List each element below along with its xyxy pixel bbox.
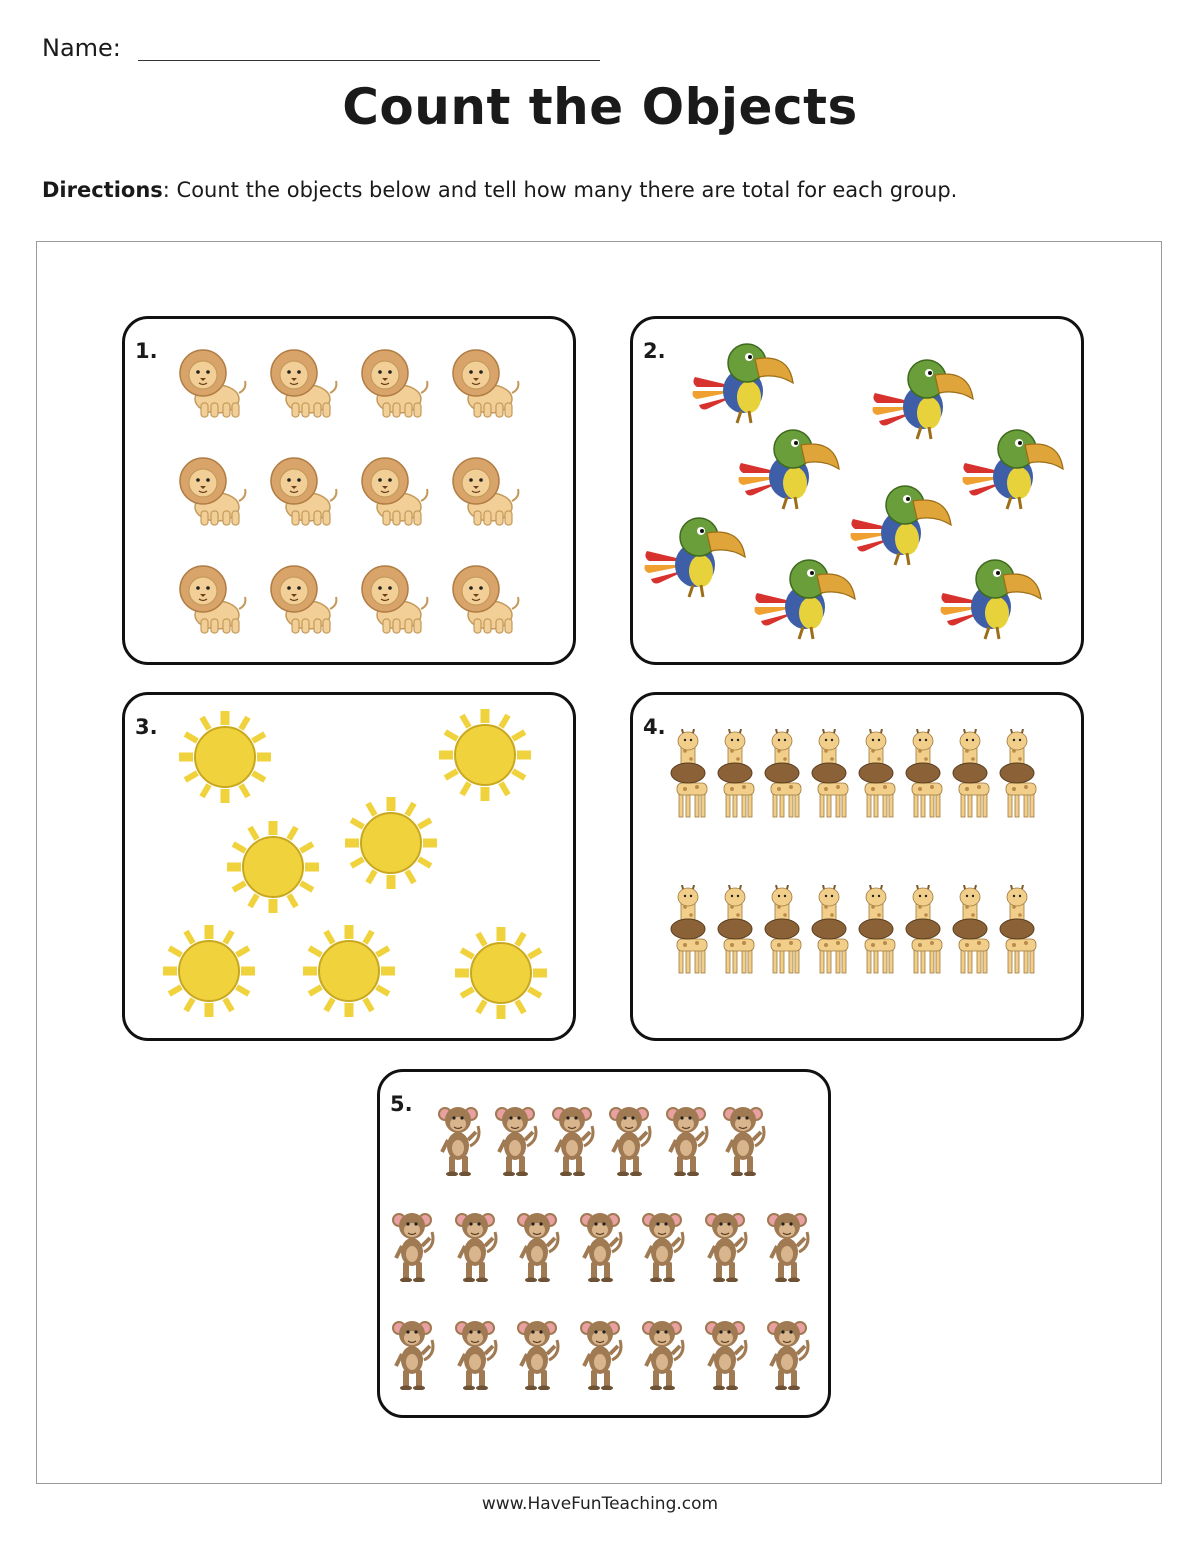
lion-icon <box>450 453 520 527</box>
monkey-icon <box>453 1206 501 1282</box>
monkey-icon <box>493 1100 541 1176</box>
monkey-icon <box>703 1314 751 1390</box>
giraffe-icon <box>951 885 991 977</box>
giraffe-icon <box>904 885 944 977</box>
name-label: Name: <box>42 34 121 62</box>
monkey-icon <box>550 1100 598 1176</box>
giraffe-icon <box>857 885 897 977</box>
giraffe-icon <box>904 729 944 821</box>
parrot-icon <box>959 425 1069 515</box>
lion-icon <box>359 453 429 527</box>
directions-text: : Count the objects below and tell how many there are total for each group. <box>162 178 958 202</box>
monkey-icon <box>453 1314 501 1390</box>
lion-icon <box>268 453 338 527</box>
group-number: 4. <box>643 715 666 739</box>
lion-icon <box>359 345 429 419</box>
giraffe-icon <box>716 885 756 977</box>
group-number: 5. <box>390 1092 413 1116</box>
lion-icon <box>450 345 520 419</box>
page-title: Count the Objects <box>342 78 858 136</box>
giraffe-icon <box>951 729 991 821</box>
giraffe-icon <box>810 729 850 821</box>
group-box-2 <box>630 316 1084 665</box>
sun-icon <box>453 925 549 1021</box>
group-number: 2. <box>643 339 666 363</box>
name-line[interactable] <box>138 60 600 61</box>
monkey-icon <box>765 1206 813 1282</box>
giraffe-icon <box>857 729 897 821</box>
group-box-3 <box>122 692 576 1041</box>
group-box-4 <box>630 692 1084 1041</box>
group-box-5 <box>377 1069 831 1418</box>
monkey-icon <box>607 1100 655 1176</box>
lion-icon <box>268 345 338 419</box>
parrot-icon <box>735 425 845 515</box>
giraffe-icon <box>810 885 850 977</box>
giraffe-icon <box>669 885 709 977</box>
group-box-1 <box>122 316 576 665</box>
group-number: 3. <box>135 715 158 739</box>
lion-icon <box>177 561 247 635</box>
giraffe-icon <box>669 729 709 821</box>
monkey-icon <box>703 1206 751 1282</box>
sun-icon <box>343 795 439 891</box>
group-number: 1. <box>135 339 158 363</box>
monkey-icon <box>390 1314 438 1390</box>
lion-icon <box>450 561 520 635</box>
monkey-icon <box>640 1314 688 1390</box>
giraffe-icon <box>716 729 756 821</box>
giraffe-icon <box>998 885 1038 977</box>
sun-icon <box>177 709 273 805</box>
lion-icon <box>359 561 429 635</box>
directions-label: Directions <box>42 178 163 202</box>
monkey-icon <box>436 1100 484 1176</box>
sun-icon <box>437 707 533 803</box>
parrot-icon <box>641 513 751 603</box>
parrot-icon <box>751 555 861 645</box>
giraffe-icon <box>763 885 803 977</box>
monkey-icon <box>765 1314 813 1390</box>
monkey-icon <box>390 1206 438 1282</box>
giraffe-icon <box>763 729 803 821</box>
footer-website: www.HaveFunTeaching.com <box>481 1494 719 1514</box>
lion-icon <box>177 453 247 527</box>
monkey-icon <box>578 1206 626 1282</box>
monkey-icon <box>664 1100 712 1176</box>
monkey-icon <box>515 1314 563 1390</box>
sun-icon <box>225 819 321 915</box>
sun-icon <box>161 923 257 1019</box>
directions <box>42 178 957 202</box>
parrot-icon <box>689 339 799 429</box>
giraffe-icon <box>998 729 1038 821</box>
parrot-icon <box>937 555 1047 645</box>
sun-icon <box>301 923 397 1019</box>
monkey-icon <box>721 1100 769 1176</box>
monkey-icon <box>515 1206 563 1282</box>
lion-icon <box>268 561 338 635</box>
monkey-icon <box>578 1314 626 1390</box>
lion-icon <box>177 345 247 419</box>
monkey-icon <box>640 1206 688 1282</box>
